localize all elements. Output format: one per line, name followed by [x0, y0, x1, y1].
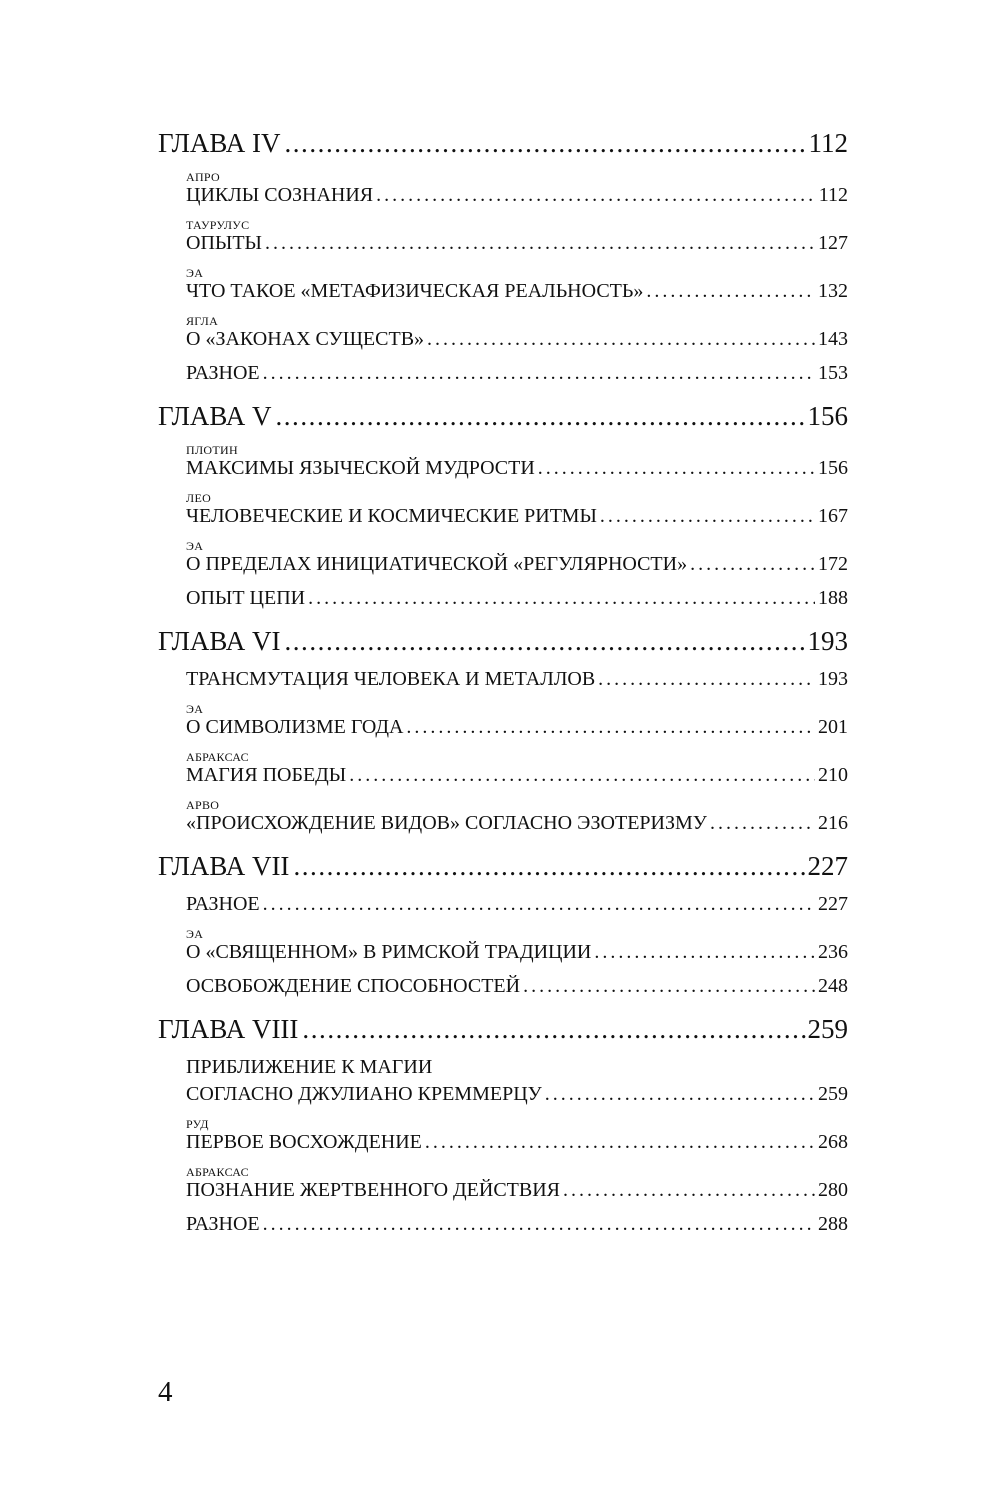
toc-entry[interactable] [186, 669, 848, 689]
entry-author: АБРАКСАС [186, 1165, 249, 1179]
chapter-title: ГЛАВА VII [158, 851, 290, 881]
entry-line [186, 894, 848, 914]
dot-leaders [284, 628, 805, 655]
entry-page-number: 193 [818, 668, 848, 690]
chapter-title: ГЛАВА IV [158, 128, 281, 158]
entry-page-number: 201 [818, 716, 848, 738]
page-number-folio: 4 [158, 1376, 173, 1408]
entry-title: РАЗНОЕ [186, 893, 260, 915]
toc-entry[interactable] [186, 444, 848, 478]
entry-page-number: 288 [818, 1213, 848, 1235]
entry-line [186, 765, 848, 785]
entry-title: ТРАНСМУТАЦИЯ ЧЕЛОВЕКА И МЕТАЛЛОВ [186, 668, 596, 690]
dot-leaders [263, 894, 815, 914]
dot-leaders [293, 853, 805, 880]
entry-title: О «СВЯЩЕННОМ» В РИМСКОЙ ТРАДИЦИИ [186, 941, 592, 963]
entry-page-number: 172 [818, 553, 848, 575]
dot-leaders [349, 765, 815, 785]
entry-line [186, 1180, 848, 1200]
entry-line [186, 554, 848, 574]
chapter-entries [186, 669, 848, 833]
entry-author: ЯГЛА [186, 314, 219, 328]
toc-entry[interactable] [186, 928, 848, 962]
dot-leaders [263, 1214, 815, 1234]
entry-page-number: 236 [818, 941, 848, 963]
entry-title: ОПЫТЫ [186, 232, 262, 254]
entry-title: ОСВОБОЖДЕНИЕ СПОСОБНОСТЕЙ [186, 975, 521, 997]
chapter-heading[interactable] [158, 403, 848, 430]
entry-page-number: 156 [818, 457, 848, 479]
entry-title: ПЕРВОЕ ВОСХОЖДЕНИЕ [186, 1131, 422, 1153]
entry-title: О СИМВОЛИЗМЕ ГОДА [186, 716, 404, 738]
entry-page-number: 280 [818, 1179, 848, 1201]
chapter-heading[interactable] [158, 853, 848, 880]
chapter-entries [186, 1057, 848, 1234]
dot-leaders [710, 813, 815, 833]
dot-leaders [538, 458, 815, 478]
toc-entry[interactable] [186, 171, 848, 205]
entry-page-number: 188 [818, 587, 848, 609]
entry-line [186, 233, 848, 253]
entry-title: МАГИЯ ПОБЕДЫ [186, 764, 347, 786]
chapter-heading[interactable] [158, 1016, 848, 1043]
chapter-entries [186, 171, 848, 383]
entry-line [186, 506, 848, 526]
dot-leaders [646, 281, 815, 301]
toc-entry[interactable] [186, 1214, 848, 1234]
chapter-entries [186, 444, 848, 608]
entry-line [186, 1214, 848, 1234]
entry-line [186, 329, 848, 349]
entry-line [186, 717, 848, 737]
entry-author: ЭА [186, 266, 204, 280]
entry-page-number: 268 [818, 1131, 848, 1153]
chapter-title: ГЛАВА VI [158, 626, 281, 656]
entry-page-number: 216 [818, 812, 848, 834]
toc-entry[interactable] [186, 588, 848, 608]
entry-page-number: 132 [818, 280, 848, 302]
entry-author: ПЛОТИН [186, 443, 238, 457]
entry-title: «ПРОИСХОЖДЕНИЕ ВИДОВ» СОГЛАСНО ЭЗОТЕРИЗМУ [186, 812, 707, 834]
entry-line [186, 976, 848, 996]
entry-title: ПОЗНАНИЕ ЖЕРТВЕННОГО ДЕЙСТВИЯ [186, 1179, 560, 1201]
entry-page-number: 248 [818, 975, 848, 997]
entry-author: АПРО [186, 170, 221, 184]
toc-entry[interactable] [186, 315, 848, 349]
entry-author: АБРАКСАС [186, 750, 249, 764]
toc-entry[interactable] [186, 219, 848, 253]
entry-line [186, 813, 848, 833]
toc-entry[interactable] [186, 703, 848, 737]
toc-entry[interactable] [186, 1057, 848, 1104]
dot-leaders [284, 130, 806, 157]
entry-author: ЭА [186, 539, 204, 553]
entry-page-number: 227 [818, 893, 848, 915]
toc-entry[interactable] [186, 894, 848, 914]
entry-author: РУД [186, 1117, 209, 1131]
dot-leaders [523, 976, 815, 996]
dot-leaders [265, 233, 815, 253]
entry-page-number: 127 [818, 232, 848, 254]
dot-leaders [427, 329, 815, 349]
entry-line [186, 1084, 848, 1104]
entry-author: ЭА [186, 927, 204, 941]
entry-page-number: 143 [818, 328, 848, 350]
dot-leaders [425, 1132, 815, 1152]
chapter-page-number: 112 [808, 128, 848, 158]
entry-author: ТАУРУЛУС [186, 218, 250, 232]
entry-author: ЭА [186, 702, 204, 716]
entry-line [186, 1132, 848, 1152]
entry-title: ЦИКЛЫ СОЗНАНИЯ [186, 184, 374, 206]
entry-line [186, 458, 848, 478]
chapter-page-number: 156 [807, 401, 848, 431]
entry-title: ЧЕЛОВЕЧЕСКИЕ И КОСМИЧЕСКИЕ РИТМЫ [186, 505, 597, 527]
toc-entry[interactable] [186, 1118, 848, 1152]
table-of-contents [158, 130, 848, 1234]
toc-entry[interactable] [186, 267, 848, 301]
toc-entry[interactable] [186, 540, 848, 574]
toc-entry[interactable] [186, 1166, 848, 1200]
entry-page-number: 210 [818, 764, 848, 786]
chapter-page-number: 227 [807, 851, 848, 881]
entry-title: МАКСИМЫ ЯЗЫЧЕСКОЙ МУДРОСТИ [186, 457, 535, 479]
chapter-entries [186, 894, 848, 996]
toc-entry[interactable] [186, 799, 848, 833]
dot-leaders [263, 363, 815, 383]
chapter-page-number: 193 [807, 626, 848, 656]
entry-line [186, 588, 848, 608]
dot-leaders [376, 185, 816, 205]
dot-leaders [690, 554, 815, 574]
toc-entry[interactable] [186, 976, 848, 996]
entry-line [186, 942, 848, 962]
entry-page-number: 153 [818, 362, 848, 384]
entry-line [186, 669, 848, 689]
dot-leaders [302, 1016, 805, 1043]
dot-leaders [594, 942, 815, 962]
entry-title: СОГЛАСНО ДЖУЛИАНО КРЕММЕРЦУ [186, 1083, 542, 1105]
entry-page-number: 259 [818, 1083, 848, 1105]
entry-line [186, 363, 848, 383]
entry-title: ОПЫТ ЦЕПИ [186, 587, 306, 609]
entry-title: ЧТО ТАКОЕ «МЕТАФИЗИЧЕСКАЯ РЕАЛЬНОСТЬ» [186, 280, 644, 302]
entry-page-number: 167 [818, 505, 848, 527]
dot-leaders [600, 506, 815, 526]
chapter-heading[interactable] [158, 130, 848, 157]
dot-leaders [406, 717, 815, 737]
entry-author: АРВО [186, 798, 220, 812]
entry-page-number: 112 [818, 184, 848, 206]
dot-leaders [598, 669, 815, 689]
entry-title: РАЗНОЕ [186, 362, 260, 384]
dot-leaders [563, 1180, 815, 1200]
dot-leaders [545, 1084, 815, 1104]
entry-title: РАЗНОЕ [186, 1213, 260, 1235]
chapter-title: ГЛАВА VIII [158, 1014, 299, 1044]
dot-leaders [308, 588, 815, 608]
toc-entry[interactable] [186, 492, 848, 526]
entry-line [186, 185, 848, 205]
entry-title: О «ЗАКОНАХ СУЩЕСТВ» [186, 328, 425, 350]
dot-leaders [275, 403, 805, 430]
toc-entry[interactable] [186, 751, 848, 785]
entry-author: ЛЕО [186, 491, 212, 505]
entry-line [186, 281, 848, 301]
entry-title-first-line: ПРИБЛИЖЕНИЕ К МАГИИ [186, 1056, 433, 1078]
chapter-heading[interactable] [158, 628, 848, 655]
entry-title: О ПРЕДЕЛАХ ИНИЦИАТИЧЕСКОЙ «РЕГУЛЯРНОСТИ» [186, 553, 688, 575]
toc-entry[interactable] [186, 363, 848, 383]
chapter-page-number: 259 [807, 1014, 848, 1044]
chapter-title: ГЛАВА V [158, 401, 272, 431]
